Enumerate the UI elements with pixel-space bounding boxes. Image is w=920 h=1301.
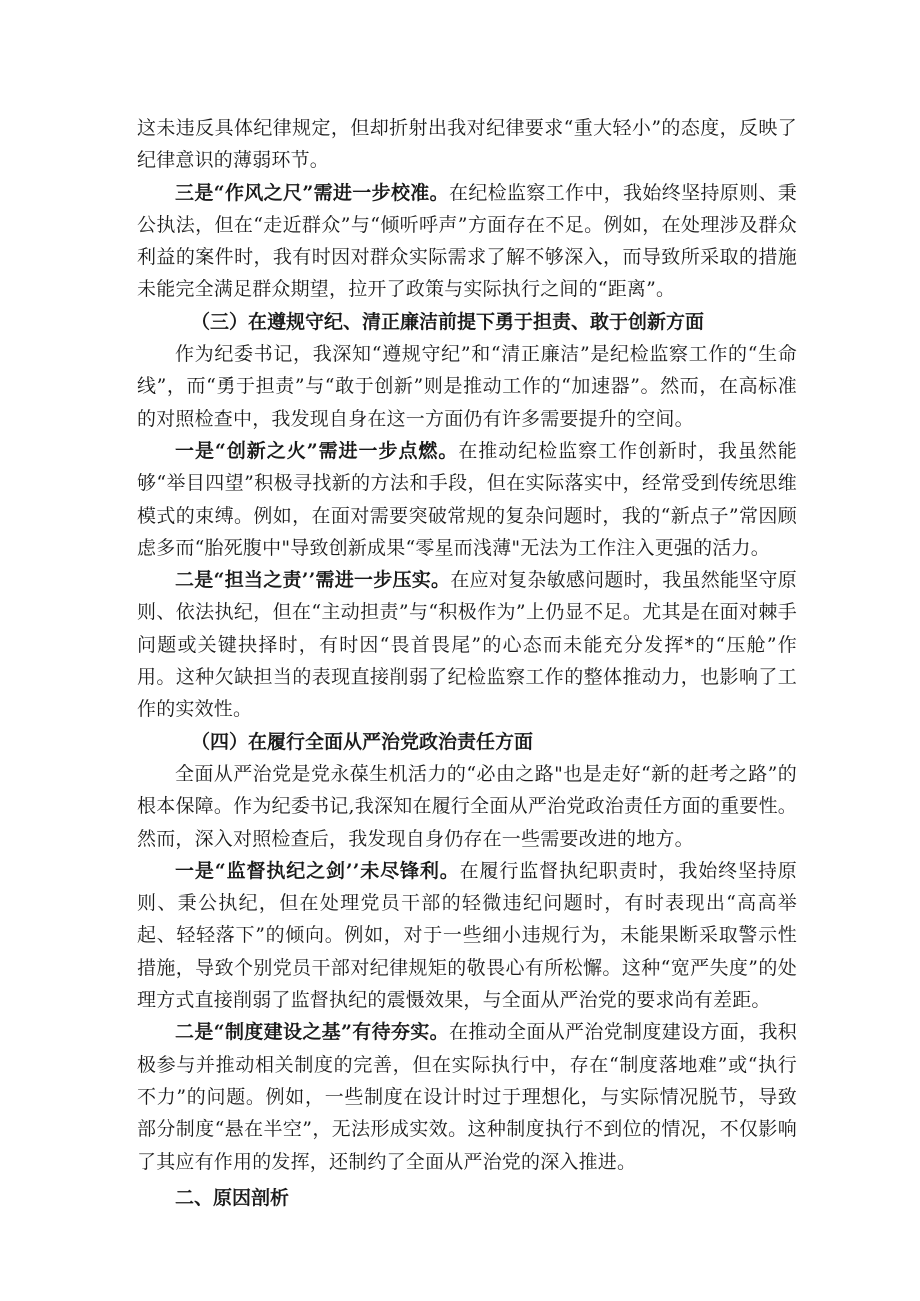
paragraph-intro-4: 全面从严治党是党永葆生机活力的“必由之路"也是走好“新的赶考之路”的根本保障。作为纪委书记,我深知在履行全面从严治党政治责任方面的重要性。然而，深入对照检查后，我发现自身仍存在一些需要改进的地方。 (137, 762, 797, 850)
section-heading-cause-analysis: 二、原因剖析 (175, 1186, 290, 1209)
paragraph-lead: 二是“制度建设之基”有待夯实。 (175, 1021, 449, 1044)
paragraph-style-calibration (137, 177, 797, 306)
paragraph-lead: 二是“担当之责’’需进一步压实。 (175, 569, 451, 592)
paragraph-supervision (137, 855, 797, 1016)
paragraph-body: 在履行监督执纪职责时，我始终坚持原则、秉公执纪，但在处理党员干部的轻微违纪问题时，有时表现出“高高举起、轻轻落下”的倾向。例如，对于一些细小违规行为，未能果断采取警示性措施，导致个别党员干部对纪律规矩的敬畏心有所松懈。这种“宽严失度”的处理方式直接削弱了监督执纪的震慑效果，与全面从严治党的要求尚有差距。 (137, 859, 798, 1012)
document-page (137, 112, 797, 1214)
paragraph-body: 在推动纪检监察工作创新时，我虽然能够“举目四望”积极寻找新的方法和手段，但在实际落实中，经常受到传统思维模式的束缚。例如，在面对需要突破常规的复杂问题时，我的“新点子”常因顾虑多而“胎死腹中"导致创新成果“零星而浅薄"无法为工作注入更强的活力。 (137, 439, 797, 559)
paragraph-continued: 这未违反具体纪律规定，但却折射出我对纪律要求“重大轻小”的态度，反映了纪律意识的薄弱环节。 (137, 117, 797, 172)
paragraph-lead: 一是“创新之火”需进一步点燃。 (175, 439, 459, 462)
paragraph-institution (137, 1016, 797, 1177)
paragraph-lead: 一是“监督执纪之剑’’未尽锋利。 (175, 859, 460, 882)
paragraph-lead: 三是“作风之尺”需进一步校准。 (175, 181, 449, 204)
paragraph-body: 在纪检监察工作中，我始终坚持原则、秉公执法，但在“走近群众”与“倾听呼声”方面存在不足。例如，在处理涉及群众利益的案件时，我有时因对群众实际需求了解不够深入，而导致所采取的措施未能完全满足群众期望，拉开了政策与实际执行之间的“距离”。 (137, 181, 797, 301)
paragraph-body: 在应对复杂敏感问题时，我虽然能坚守原则、依法执纪，但在“主动担责”与“积极作为”上仍显不足。尤其是在面对棘手问题或关键抉择时，有时因“畏首畏尾”的心态而未能充分发挥*的“压舱”作用。这种欠缺担当的表现直接削弱了纪检监察工作的整体推动力，也影响了工作的实效性。 (137, 569, 797, 721)
paragraph-intro-3: 作为纪委书记，我深知“遵规守纪”和“清正廉洁”是纪检监察工作的“生命线”，而“勇于担责”与“敢于创新”则是推动工作的“加速器”。然而，在高标准的对照检查中，我发现自身在这一方面仍有许多需要提升的空间。 (137, 343, 797, 430)
paragraph-innovation (137, 435, 797, 564)
section-heading-4: （四）在履行全面从严治党政治责任方面 (191, 730, 534, 753)
paragraph-body: 在推动全面从严治党制度建设方面，我积极参与并推动相关制度的完善，但在实际执行中，存在“制度落地难”或“执行不力”的问题。例如，一些制度在设计时过于理想化，与实际情况脱节，导致部分制度“悬在半空”，无法形成实效。这种制度执行不到位的情况，不仅影响了其应有作用的发挥，还制约了全面从严治党的深入推进。 (137, 1021, 797, 1173)
section-heading-3: （三）在遵规守纪、清正廉洁前提下勇于担责、敢于创新方面 (191, 310, 705, 333)
paragraph-responsibility (137, 564, 797, 725)
